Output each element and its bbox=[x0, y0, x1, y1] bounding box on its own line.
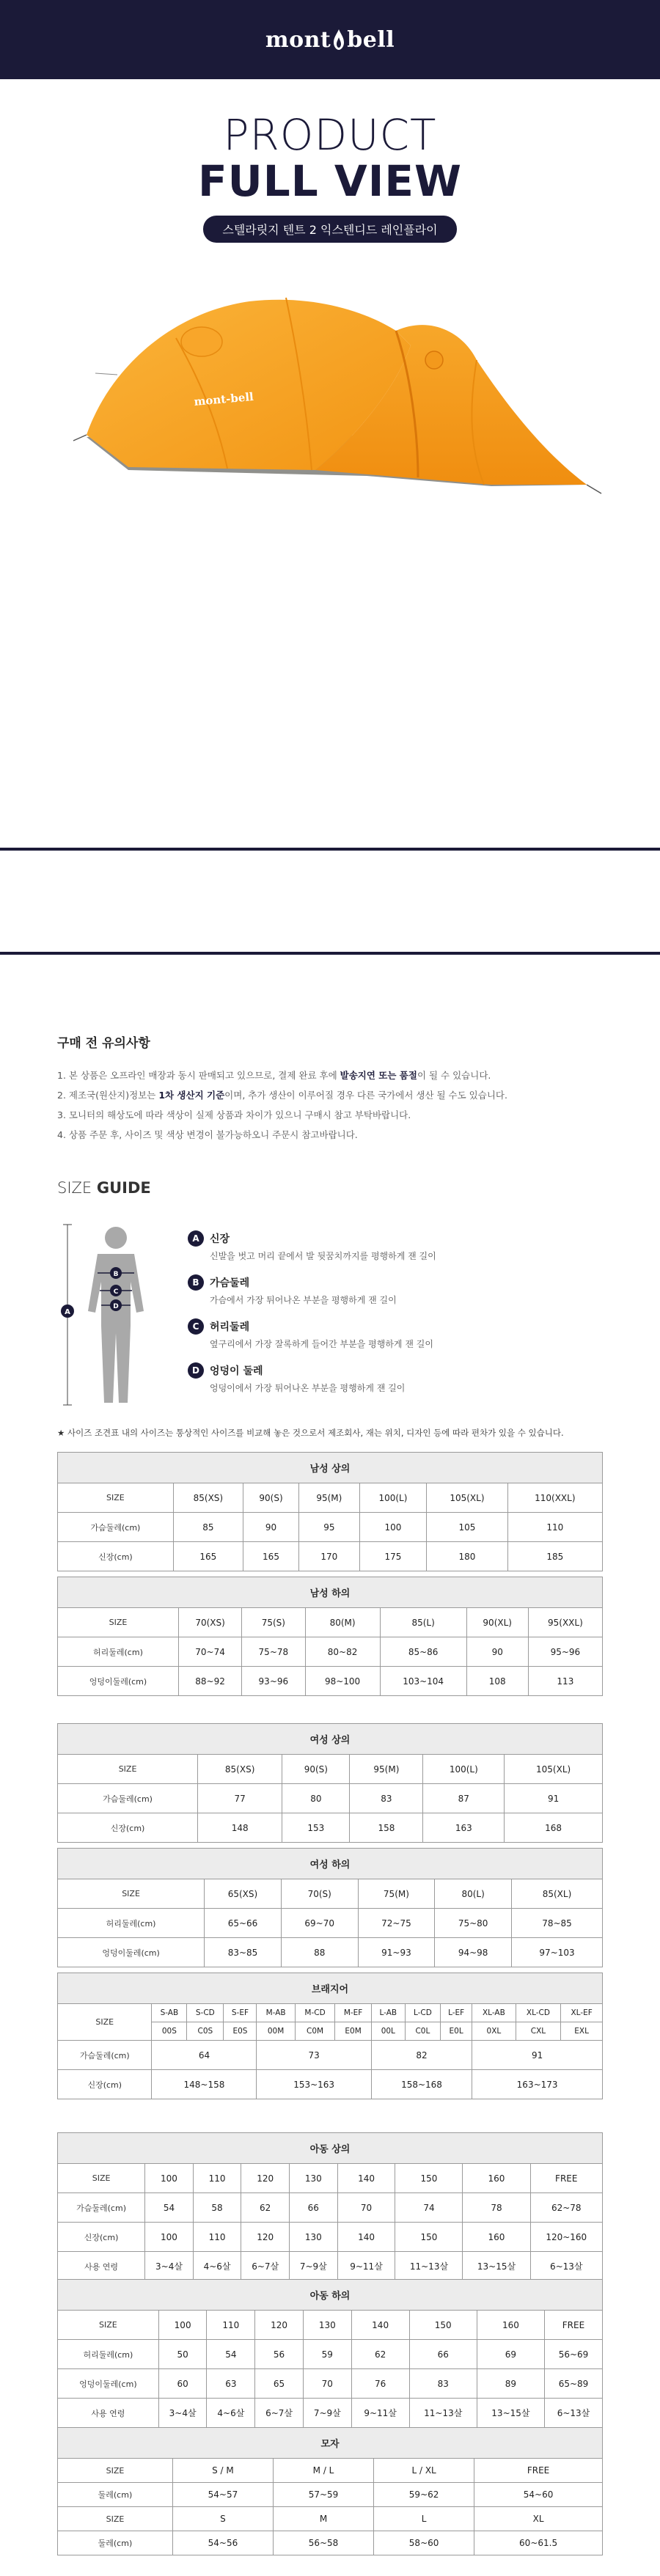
table-row: SIZE S / M M / L L / XL FREE bbox=[58, 2459, 603, 2483]
table-row: 허리둘레(cm) 50 54 56 59 62 66 69 56~69 bbox=[58, 2340, 603, 2369]
table-row: 00S C0S E0S 00M C0M E0M 00L C0L E0L 0XL CXL EXL bbox=[58, 2022, 603, 2041]
table-hat: 모자 SIZE S / M M / L L / XL FREE 둘레(cm) 54~57 57~59 59~62 54~60 SIZE S M L XL 둘레(cm) 54~56 56~58 58~60 60~61.5 bbox=[57, 2427, 603, 2555]
svg-text:D: D bbox=[113, 1303, 119, 1310]
table-row: SIZE 85(XS) 90(S) 95(M) 100(L) 105(XL) 110(XXL) bbox=[58, 1483, 603, 1513]
measure-height: A 신장 신발을 벗고 머리 끝에서 발 뒷꿈치까지를 평행하게 잰 길이 bbox=[188, 1230, 598, 1262]
table-row: 가슴둘레(cm) 85 90 95 100 105 110 bbox=[58, 1513, 603, 1542]
hero-title-line1: PRODUCT bbox=[223, 110, 437, 160]
table-men-top: 남성 상의 SIZE 85(XS) 90(S) 95(M) 100(L) 105(XL) 110(XXL) 가슴둘레(cm) 85 90 95 100 105 110 신장(cm) 165 165 170 175 180 185 bbox=[57, 1452, 603, 1571]
table-row: 허리둘레(cm) 70~74 75~78 80~82 85~86 90 95~96 bbox=[58, 1637, 603, 1667]
table-row: 둘레(cm) 54~57 57~59 59~62 54~60 bbox=[58, 2483, 603, 2507]
table-row: 엉덩이둘레(cm) 88~92 93~96 98~100 103~104 108 113 bbox=[58, 1667, 603, 1696]
table-row: SIZE 70(XS) 75(S) 80(M) 85(L) 90(XL) 95(XXL) bbox=[58, 1608, 603, 1637]
notice-title: 구매 전 유의사항 bbox=[57, 1036, 150, 1051]
measure-hip: D 엉덩이 둘레 엉덩이에서 가장 튀어나온 부분을 평행하게 잰 길이 bbox=[188, 1362, 598, 1394]
table-row: 가슴둘레(cm) 77 80 83 87 91 bbox=[58, 1784, 603, 1813]
measure-waist: C 허리둘레 옆구리에서 가장 잘록하게 들어간 부분을 평행하게 잰 길이 bbox=[188, 1318, 598, 1350]
logo-text-right: bell bbox=[347, 26, 395, 53]
table-row: 가슴둘레(cm) 54 58 62 66 70 74 78 62~78 bbox=[58, 2193, 603, 2223]
flame-icon bbox=[332, 29, 345, 51]
table-men-bottom: 남성 하의 SIZE 70(XS) 75(S) 80(M) 85(L) 90(XL) 95(XXL) 허리둘레(cm) 70~74 75~78 80~82 85~86 90 95~96 엉덩이둘레(cm) 88~92 93~96 98~100 103~104 108 113 bbox=[57, 1577, 603, 1696]
table-women-top: 여성 상의 SIZE 85(XS) 90(S) 95(M) 100(L) 105(XL) 가슴둘레(cm) 77 80 83 87 91 신장(cm) 148 153 158 163 168 bbox=[57, 1723, 603, 1843]
table-row: SIZE 100 110 120 130 140 150 160 FREE bbox=[58, 2164, 603, 2193]
tent-image bbox=[0, 243, 660, 565]
table-row: SIZE 65(XS) 70(S) 75(M) 80(L) 85(XL) bbox=[58, 1879, 603, 1909]
table-row: SIZE 85(XS) 90(S) 95(M) 100(L) 105(XL) bbox=[58, 1755, 603, 1784]
table-row: SIZE 100 110 120 130 140 150 160 FREE bbox=[58, 2311, 603, 2340]
notice-item: 1. 본 상품은 오프라인 매장과 동시 판매되고 있으므로, 결제 완료 후에 발송지연 또는 품절이 될 수 있습니다. bbox=[57, 1070, 491, 1081]
table-row: 엉덩이둘레(cm) 83~85 88 91~93 94~98 97~103 bbox=[58, 1938, 603, 1967]
svg-text:C: C bbox=[113, 1288, 119, 1296]
table-row: 신장(cm) 148~158 153~163 158~168 163~173 bbox=[58, 2070, 603, 2099]
table-row: 신장(cm) 165 165 170 175 180 185 bbox=[58, 1542, 603, 1571]
table-row: 신장(cm) 100 110 120 130 140 150 160 120~160 bbox=[58, 2223, 603, 2252]
hero-section bbox=[0, 79, 660, 243]
body-silhouette-icon bbox=[57, 1223, 182, 1414]
product-name-badge: 스텔라릿지 텐트 2 익스텐디드 레인플라이 bbox=[203, 216, 456, 243]
table-row: SIZE S-AB S-CD S-EF M-AB M-CD M-EF L-AB L-CD L-EF XL-AB XL-CD XL-EF bbox=[58, 2004, 603, 2022]
table-kids-top: 아동 상의 SIZE 100 110 120 130 140 150 160 FREE 가슴둘레(cm) 54 58 62 66 70 74 78 62~78 신장(cm) 100 110 120 130 140 150 160 120~160 사용 연령 3~4살 4~6살 6~7살 7~9살 9~11살 11~13살 13~15살 6~13살 bbox=[57, 2132, 603, 2281]
table-kids-bottom: 아동 하의 SIZE 100 110 120 130 140 150 160 FREE 허리둘레(cm) 50 54 56 59 62 66 69 56~69 엉덩이둘레(cm) 60 63 65 70 76 83 89 65~89 사용 연령 3~4살 4~6살 6~7살 7~9살 9~11살 11~13살 13~15살 6~13살 bbox=[57, 2279, 603, 2428]
table-row: 엉덩이둘레(cm) 60 63 65 70 76 83 89 65~89 bbox=[58, 2369, 603, 2399]
measure-chest: B 가슴둘레 가슴에서 가장 튀어나온 부분을 평행하게 잰 길이 bbox=[188, 1274, 598, 1306]
notice-item: 4. 상품 주문 후, 사이즈 및 색상 변경이 불가능하오니 주문시 참고바랍니다. bbox=[57, 1129, 358, 1140]
brand-header bbox=[0, 0, 660, 79]
size-guide-diagram bbox=[57, 1223, 615, 1443]
svg-text:A: A bbox=[65, 1308, 70, 1316]
notice-item: 3. 모니터의 해상도에 따라 색상이 실제 상품과 차이가 있으니 구매시 참고 부탁바랍니다. bbox=[57, 1109, 411, 1120]
table-row: 가슴둘레(cm) 64 73 82 91 bbox=[58, 2041, 603, 2070]
purchase-notice bbox=[57, 1032, 615, 1145]
logo-text-left: mont bbox=[265, 26, 331, 53]
table-row: 허리둘레(cm) 65~66 69~70 72~75 75~80 78~85 bbox=[58, 1909, 603, 1938]
brand-logo[interactable] bbox=[265, 27, 395, 53]
table-bra: 브래지어 SIZE S-AB S-CD S-EF M-AB M-CD M-EF L-AB L-CD L-EF XL-AB XL-CD XL-EF 00S C0S E0S 00M C0M E0M 00L C0L E0L 0XL CXL EXL 가슴둘레(cm) 64 73 82 91 신장(cm) 148~158 153~163 158~168 163~173 bbox=[57, 1973, 603, 2099]
size-disclaimer: ★ 사이즈 조견표 내의 사이즈는 통상적인 사이즈를 비교해 놓은 것으로서 제조회사, 재는 위치, 디자인 등에 따라 편차가 있을 수 있습니다. bbox=[57, 1428, 564, 1438]
divider-line-2 bbox=[0, 952, 660, 955]
table-women-bottom: 여성 하의 SIZE 65(XS) 70(S) 75(M) 80(L) 85(XL) 허리둘레(cm) 65~66 69~70 72~75 75~80 78~85 엉덩이둘레(cm) 83~85 88 91~93 94~98 97~103 bbox=[57, 1848, 603, 1967]
tent-brand-print: mont-bell bbox=[193, 389, 254, 408]
table-row: 신장(cm) 148 153 158 163 168 bbox=[58, 1813, 603, 1843]
svg-text:B: B bbox=[113, 1271, 119, 1278]
tent-illustration bbox=[0, 243, 660, 565]
hero-title-line2: FULL VIEW bbox=[198, 156, 462, 206]
notice-item: 2. 제조국(원산지)정보는 1차 생산지 기준이며, 추가 생산이 이루어질 경우 다른 국가에서 생산 될 수도 있습니다. bbox=[57, 1090, 507, 1101]
table-row: 둘레(cm) 54~56 56~58 58~60 60~61.5 bbox=[58, 2531, 603, 2555]
table-row: 사용 연령 3~4살 4~6살 6~7살 7~9살 9~11살 11~13살 13~15살 6~13살 bbox=[58, 2252, 603, 2281]
size-guide-title: SIZE GUIDE bbox=[57, 1179, 151, 1197]
table-row: 사용 연령 3~4살 4~6살 6~7살 7~9살 9~11살 11~13살 13~15살 6~13살 bbox=[58, 2399, 603, 2428]
divider-line-1 bbox=[0, 848, 660, 851]
table-row: SIZE S M L XL bbox=[58, 2507, 603, 2531]
